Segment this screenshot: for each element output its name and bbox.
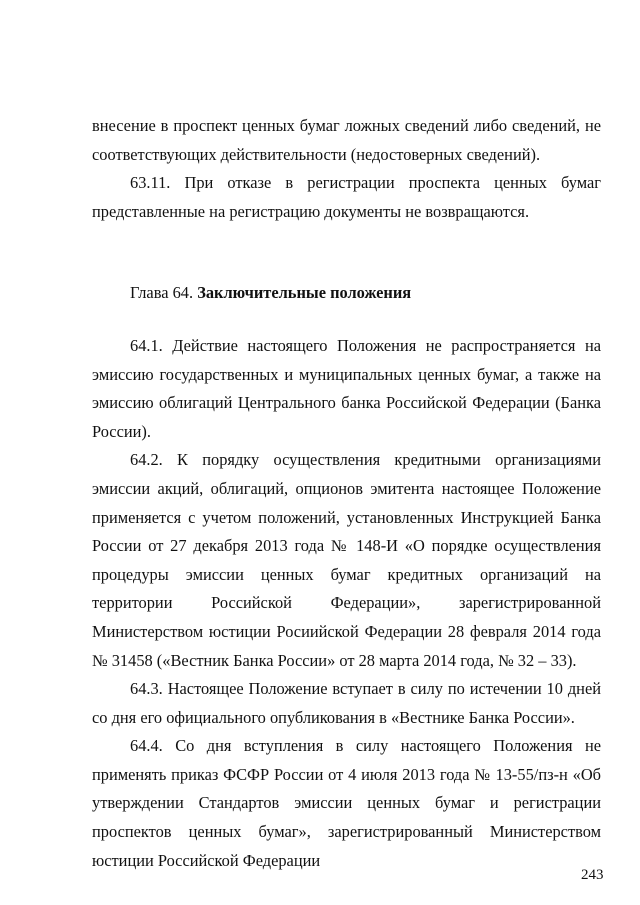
paragraph-63-11: 63.11. При отказе в регистрации проспекта ценных бумаг представленные на регистрацию документы не возвращаются. bbox=[92, 173, 601, 221]
page-number: 243 bbox=[581, 867, 604, 883]
paragraph-64-2: 64.2. К порядку осуществления кредитными организациями эмиссии акций, облигаций, опционов эмитента настоящее Положение применяется с учетом положений, установленных Инструкцией Банка России от 27 декабря 2013 года № 148-И «О порядке осуществления процедуры эмиссии ценных бумаг кредитных организаций на территории Российской Федерации», зарегистрированной Министерством юстиции Росиийской Федерации 28 февраля 2014 года № 31458 («Вестник Банка России» от 28 марта 2014 года, № 32 – 33). bbox=[92, 450, 601, 670]
paragraph-64-4: 64.4. Со дня вступления в силу настоящего Положения не применять приказ ФСФР России от 4 июля 2013 года № 13-55/пз-н «Об утверждении Стандартов эмиссии ценных бумаг и регистрации проспектов ценных бумаг», зарегистрированный Министерством юстиции Российской Федерации bbox=[92, 736, 601, 870]
chapter-title: Заключительные положения bbox=[197, 283, 412, 303]
paragraph-continuation: внесение в проспект ценных бумаг ложных сведений либо сведений, не соответствующих действительности (недостоверных сведений). bbox=[92, 116, 601, 164]
section-spacer bbox=[92, 226, 601, 279]
chapter-prefix: Глава 64. bbox=[130, 283, 198, 303]
chapter-heading bbox=[92, 279, 601, 308]
document-page bbox=[92, 112, 601, 875]
section-spacer bbox=[92, 308, 601, 332]
paragraph-64-3: 64.3. Настоящее Положение вступает в силу по истечении 10 дней со дня его официального опубликования в «Вестнике Банка России». bbox=[92, 679, 601, 727]
paragraph-64-1: 64.1. Действие настоящего Положения не распространяется на эмиссию государственных и муниципальных ценных бумаг, а также на эмиссию облигаций Центрального банка Российской Федерации (Банка России). bbox=[92, 335, 601, 441]
